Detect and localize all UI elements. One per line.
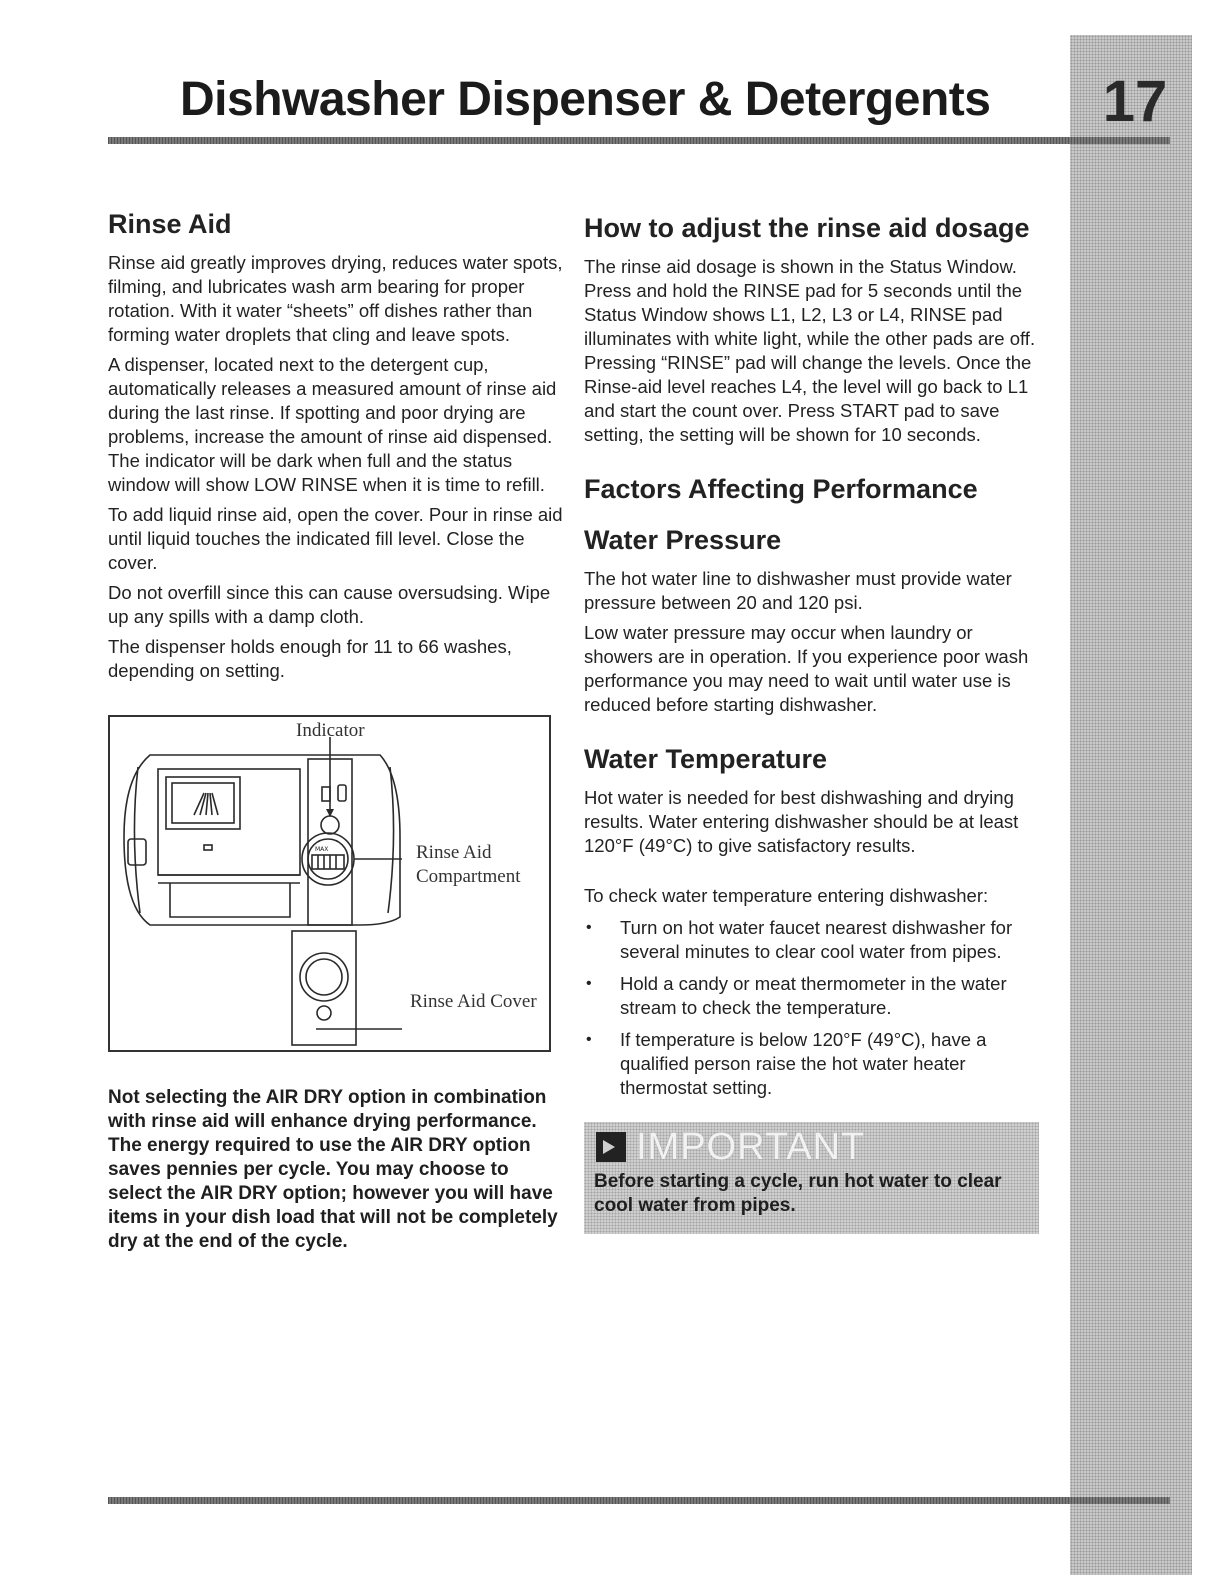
- header-rule: [108, 137, 1170, 144]
- side-tab-strip: [1070, 35, 1192, 1575]
- water-pressure-heading: Water Pressure: [584, 524, 782, 555]
- important-callout: [584, 1122, 1039, 1234]
- rinse-aid-paragraph: Do not overfill since this can cause oversudsing. Wipe up any spills with a damp cloth.: [108, 581, 551, 627]
- factors-heading: Factors Affecting Performance: [584, 473, 978, 504]
- footer-rule: [108, 1497, 1170, 1504]
- max-mark: MAX: [315, 845, 329, 853]
- dispenser-diagram: [108, 715, 551, 1052]
- important-arrow-icon: [596, 1132, 626, 1162]
- air-dry-note: Not selecting the AIR DRY option in combination with rinse aid will enhance drying performance. The energy required to use the AIR DRY option saves pennies per cycle. You may choose to select the AIR DRY option; however you will have items in your dish load that will not be completely dry at the end of the cycle.: [108, 1086, 558, 1252]
- list-item: • Turn on hot water faucet nearest dishwasher for several minutes to clear cool water from pipes.: [584, 916, 1044, 964]
- water-pressure-paragraph: Low water pressure may occur when laundry or showers are in operation. If you experience poor wash performance you may need to wait until water use is reduced before starting dishwasher.: [584, 621, 1029, 715]
- indicator-label: Indicator: [296, 719, 365, 741]
- adjust-dosage-heading: How to adjust the rinse aid dosage: [584, 213, 1030, 243]
- temperature-check-intro: To check water temperature entering dishwasher:: [584, 884, 989, 906]
- rinse-aid-compartment-label-line2: Compartment: [416, 865, 521, 887]
- list-item: • Hold a candy or meat thermometer in the water stream to check the temperature.: [584, 972, 1044, 1020]
- rinse-aid-paragraph: To add liquid rinse aid, open the cover. Pour in rinse aid until liquid touches the indicated fill level. Close the cover.: [108, 503, 563, 573]
- rinse-aid-paragraph: A dispenser, located next to the detergent cup, automatically releases a measured amount of rinse aid during the last rinse. If spotting and poor drying are problems, increase the amount of rinse aid dispensed. The indicator will be dark when full and the status window will show LOW RINSE when it is time to refill.: [108, 353, 557, 495]
- list-item: • If temperature is below 120°F (49°C), have a qualified person raise the hot water heater thermostat setting.: [584, 1028, 1044, 1100]
- rinse-aid-compartment-label-line1: Rinse Aid: [416, 841, 492, 863]
- important-text: Before starting a cycle, run hot water to clear cool water from pipes.: [594, 1170, 1002, 1216]
- rinse-aid-cover-label: Rinse Aid Cover: [410, 990, 537, 1012]
- page-title: Dishwasher Dispenser & Detergents: [180, 73, 991, 126]
- water-temperature-paragraph: Hot water is needed for best dishwashing and drying results. Water entering dishwasher should be at least 120°F (49°C) to give satisfactory results.: [584, 786, 1019, 856]
- rinse-aid-heading: Rinse Aid: [108, 209, 232, 239]
- rinse-aid-paragraph: Rinse aid greatly improves drying, reduces water spots, filming, and lubricates wash arm bearing for proper rotation. With it water “sheets” off dishes rather than forming water droplets that cling and leave spots.: [108, 251, 563, 345]
- rinse-aid-paragraph: The dispenser holds enough for 11 to 66 washes, depending on setting.: [108, 635, 512, 681]
- right-column: [584, 212, 1044, 1234]
- adjust-dosage-paragraph: The rinse aid dosage is shown in the Status Window. Press and hold the RINSE pad for 5 seconds until the Status Window shows L1, L2, L3 or L4, RINSE pad illuminates with white light, while the other pads are off. Pressing “RINSE” pad will change the levels. Once the Rinse-aid level reaches L4, the level will go back to L1 and start the count over. Press START pad to save setting, the setting will be shown for 10 seconds.: [584, 255, 1036, 445]
- left-column: [108, 208, 563, 1254]
- important-title: IMPORTANT: [636, 1125, 866, 1168]
- water-pressure-paragraph: The hot water line to dishwasher must provide water pressure between 20 and 120 psi.: [584, 567, 1012, 613]
- water-temperature-heading: Water Temperature: [584, 743, 828, 774]
- page-number: 17: [1102, 69, 1168, 134]
- temperature-check-list: [584, 916, 1044, 1100]
